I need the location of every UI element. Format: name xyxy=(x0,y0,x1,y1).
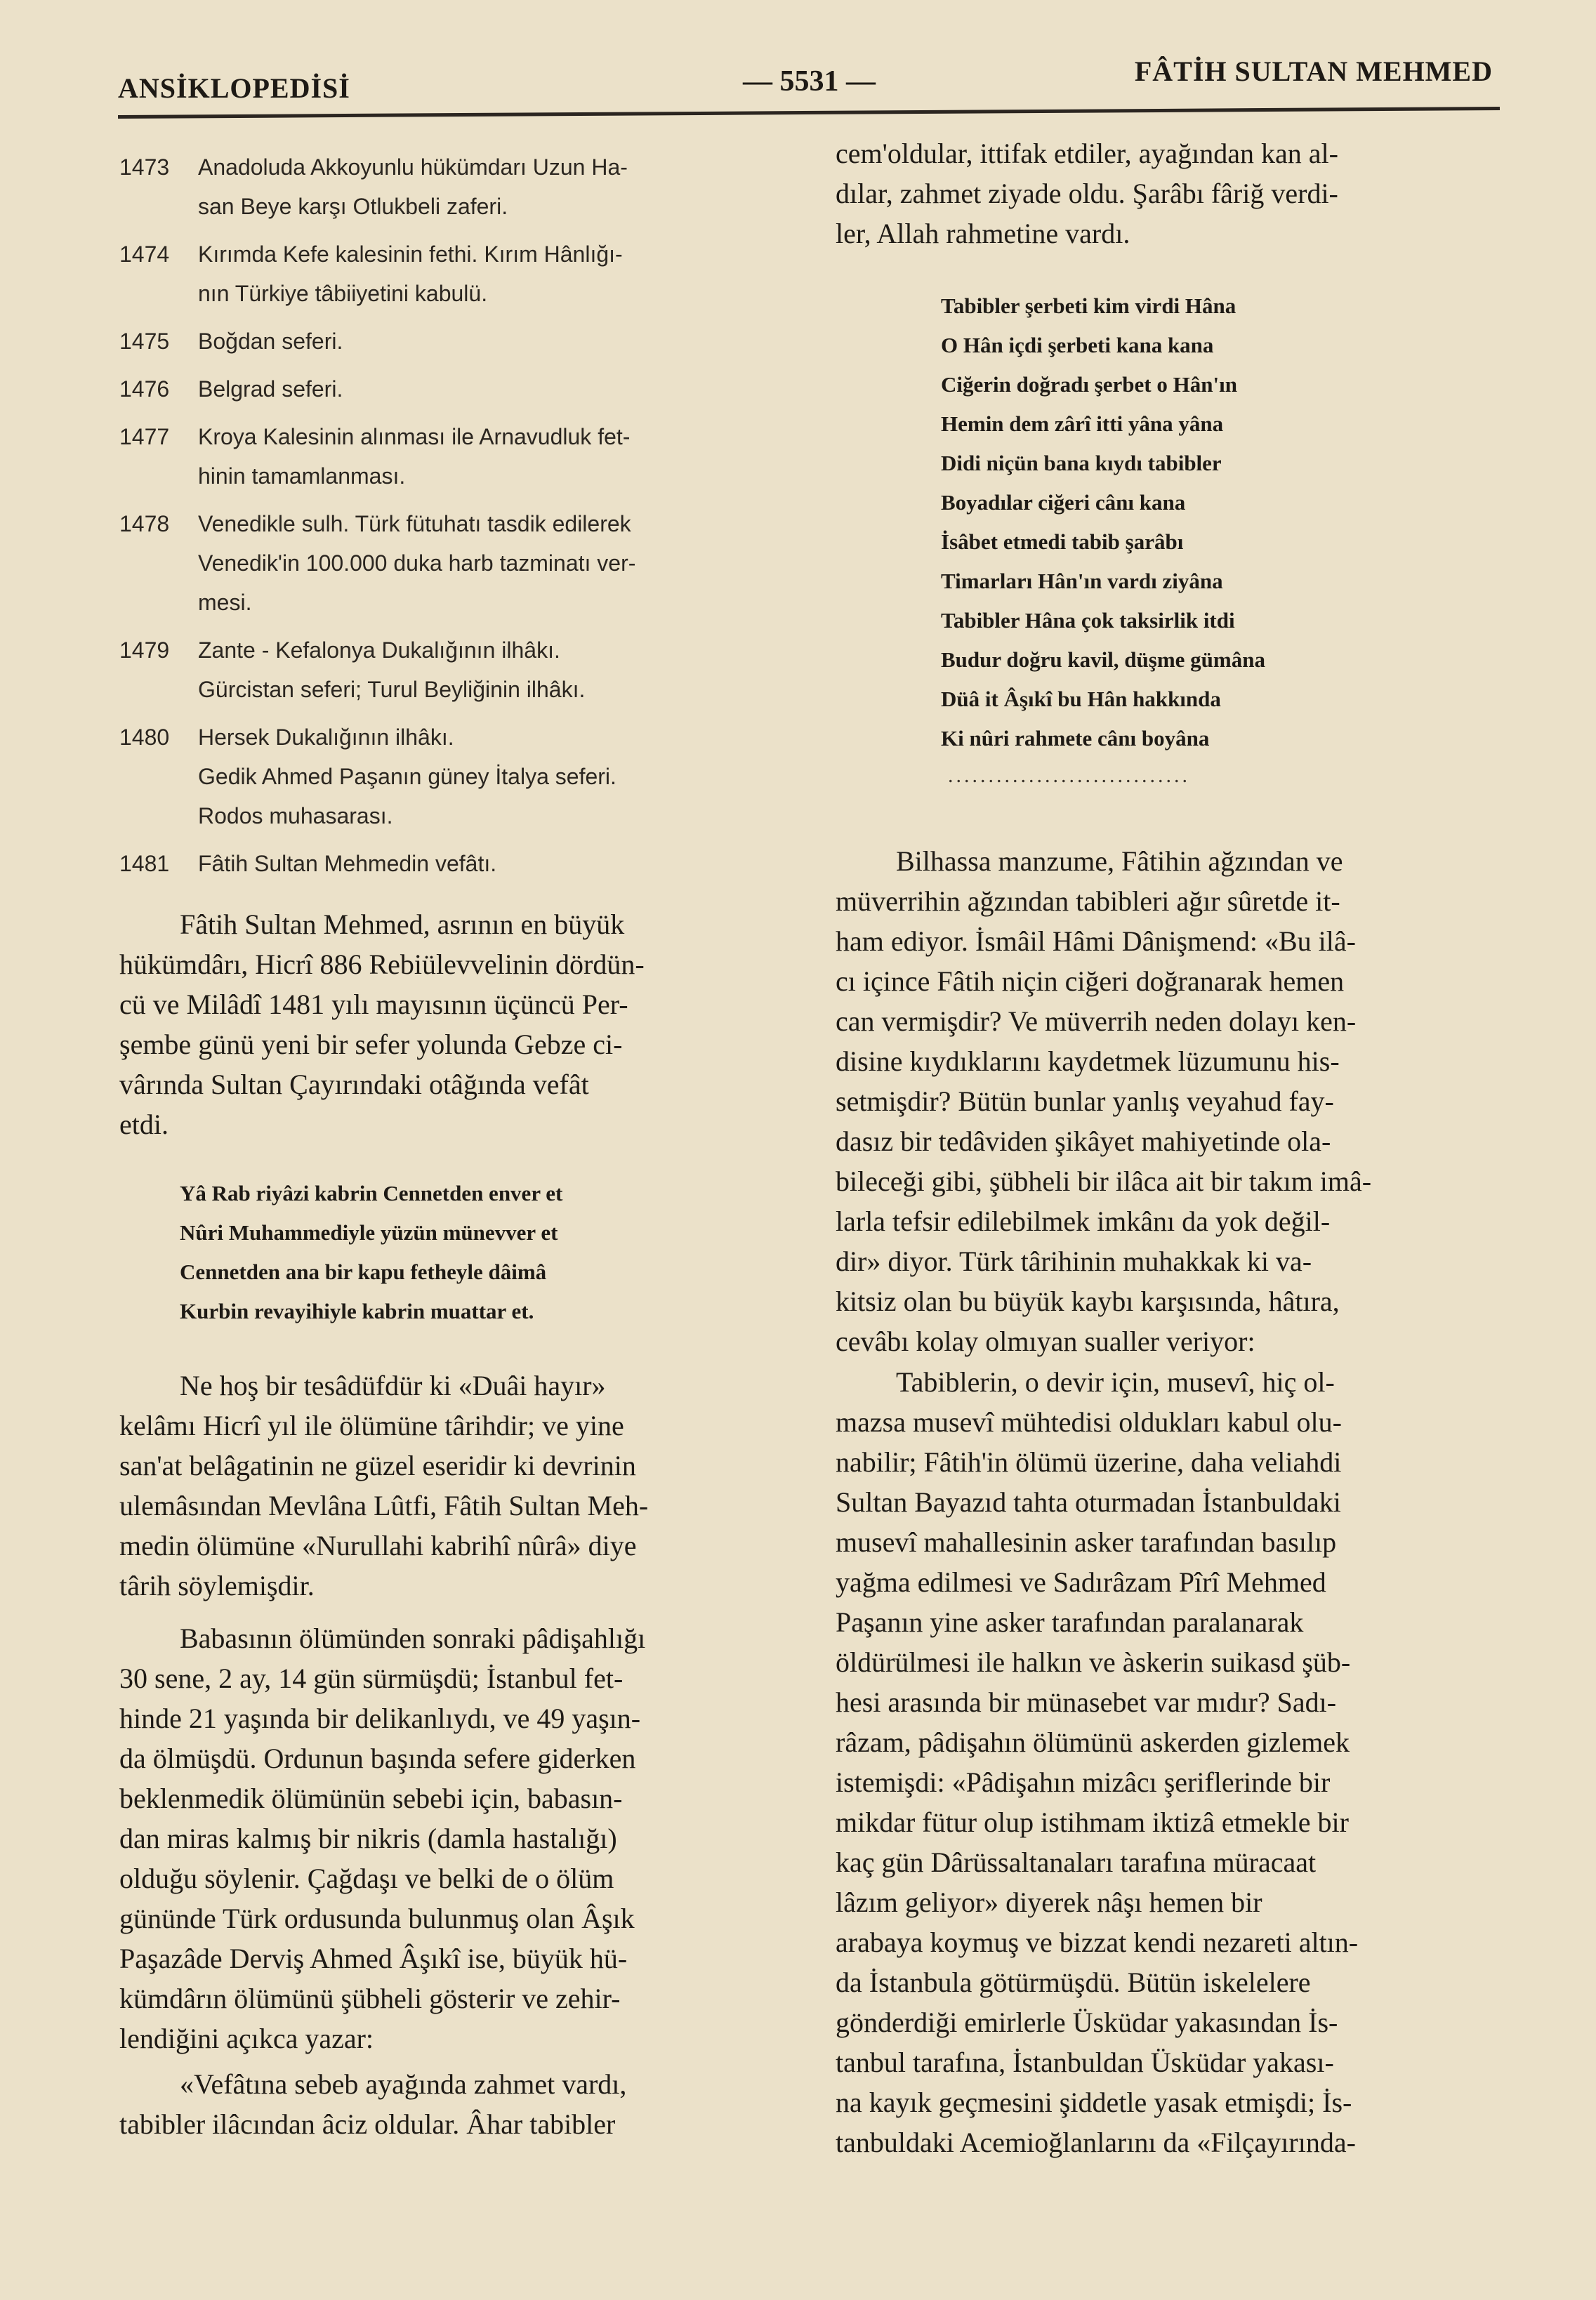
text-line: şembe günü yeni bir sefer yolunda Gebze ci- xyxy=(119,1029,623,1060)
text-line: kaç gün Dârüssaltanaları tarafına müracaat xyxy=(836,1846,1317,1878)
paragraph-chronogram xyxy=(119,1366,804,1606)
poem-line: O Hân içdi şerbeti kana kana xyxy=(941,333,1214,357)
text-line: râzam, pâdişahın ölümünü askerden gizlemek xyxy=(836,1726,1350,1758)
timeline-event-line: Kroya Kalesinin alınması ile Arnavudluk fet- xyxy=(198,424,631,449)
poem-line: Ciğerin doğradı şerbet o Hân'ın xyxy=(941,372,1237,397)
paragraph-text xyxy=(119,1366,804,1606)
text-line: gününde Türk ordusunda bulunmuş olan Âşık xyxy=(119,1903,635,1934)
timeline-entry xyxy=(119,718,807,835)
timeline-event-line: Gedik Ahmed Paşanın güney İtalya seferi. xyxy=(198,764,616,789)
timeline-event xyxy=(198,504,807,622)
timeline-event xyxy=(198,147,807,226)
timeline-event-line: Belgrad seferi. xyxy=(198,376,343,402)
text-line: Ne hoş bir tesâdüfdür ki «Duâi hayır» xyxy=(180,1370,606,1401)
text-line: hinde 21 yaşında bir delikanlıydı, ve 49 yaşın- xyxy=(119,1703,641,1734)
text-line: lâzım geliyor» diyerek nâşı hemen bir xyxy=(836,1886,1262,1918)
text-line: cem'oldular, ittifak etdiler, ayağından kan al- xyxy=(836,138,1338,169)
timeline-event-line: Rodos muhasarası. xyxy=(198,803,393,828)
timeline-entry xyxy=(119,417,807,496)
text-line: can vermişdir? Ve müverrih neden dolayı ken- xyxy=(836,1005,1357,1037)
paragraph-text xyxy=(836,133,1527,253)
paragraph-physicians xyxy=(836,1362,1527,2162)
text-line: ulemâsından Mevlâna Lûtfi, Fâtih Sultan Meh- xyxy=(119,1490,649,1521)
timeline-event xyxy=(198,234,807,313)
text-line: Babasının ölümünden sonraki pâdişahlığı xyxy=(180,1622,646,1654)
text-line: disine kıydıklarını kaydetmek lüzumunu his- xyxy=(836,1045,1340,1077)
poem-line: Nûri Muhammediyle yüzün münevver et xyxy=(180,1220,558,1245)
paragraph-text xyxy=(119,2064,804,2144)
poem-line: Hemin dem zârî itti yâna yâna xyxy=(941,411,1224,436)
text-line: «Vefâtına sebeb ayağında zahmet vardı, xyxy=(180,2068,627,2100)
timeline-event-line: Venedikle sulh. Türk fütuhatı tasdik edilerek xyxy=(198,511,631,536)
text-line: dasız bir tedâviden şikâyet mahiyetinde ola- xyxy=(836,1125,1331,1157)
poem-line: Yâ Rab riyâzi kabrin Cennetden enver et xyxy=(180,1181,563,1205)
elegy-poem xyxy=(180,1174,812,1331)
paragraph-text xyxy=(836,1362,1527,2162)
timeline-entry xyxy=(119,630,807,709)
text-line: musevî mahallesinin asker tarafından basılıp xyxy=(836,1526,1337,1558)
timeline-event xyxy=(198,369,807,409)
timeline-event-line: Fâtih Sultan Mehmedin vefâtı. xyxy=(198,851,497,876)
poem-line: Budur doğru kavil, düşme gümâna xyxy=(941,647,1265,672)
paragraph-death xyxy=(119,904,804,1144)
timeline-year: 1479 xyxy=(119,637,170,663)
timeline-event-line: nın Türkiye tâbiiyetini kabulü. xyxy=(198,281,488,306)
paragraph-quote-continued xyxy=(836,133,1527,253)
timeline-event-line: Hersek Dukalığının ilhâkı. xyxy=(198,725,454,750)
timeline-year: 1475 xyxy=(119,329,170,354)
text-line: ler, Allah rahmetine vardı. xyxy=(836,218,1130,249)
text-line: gönderdiği emirlerle Üsküdar yakasından İs- xyxy=(836,2007,1338,2038)
poem-line: Kurbin revayihiyle kabrin muattar et. xyxy=(180,1299,534,1323)
ashikpashazade-poem xyxy=(941,286,1517,758)
text-line: vârında Sultan Çayırındaki otâğında vefât xyxy=(119,1069,589,1100)
text-line: olduğu söylenir. Çağdaşı ve belki de o ölüm xyxy=(119,1863,614,1894)
poem-line: İsâbet etmedi tabib şarâbı xyxy=(941,529,1184,554)
text-line: kitsiz olan bu büyük kaybı karşısında, hâtıra, xyxy=(836,1286,1340,1317)
running-header xyxy=(118,45,1500,115)
timeline-entry xyxy=(119,147,807,226)
text-line: Paşanın yine asker tarafından paralanarak xyxy=(836,1606,1304,1638)
text-line: cü ve Milâdî 1481 yılı mayısının üçüncü Per- xyxy=(119,989,628,1020)
paragraph-text xyxy=(836,841,1527,1361)
text-line: Fâtih Sultan Mehmed, asrının en büyük xyxy=(180,908,625,940)
text-line: kümdârın ölümünü şübheli gösterir ve zehir- xyxy=(119,1983,621,2014)
poem-line: Didi niçün bana kıydı tabibler xyxy=(941,451,1222,475)
text-line: tanbul tarafına, İstanbuldan Üsküdar yakası- xyxy=(836,2047,1334,2078)
timeline-year: 1478 xyxy=(119,511,170,536)
timeline-event-line: mesi. xyxy=(198,590,252,615)
text-line: dir» diyor. Türk târihinin muhakkak ki va- xyxy=(836,1245,1312,1277)
timeline-event-line: Anadoluda Akkoyunlu hükümdarı Uzun Ha- xyxy=(198,154,628,180)
paragraph-text xyxy=(119,904,804,1144)
timeline-event xyxy=(198,322,807,361)
text-line: nabilir; Fâtih'in ölümü üzerine, daha veliahdi xyxy=(836,1446,1342,1478)
text-line: mikdar fütur olup istihmam iktizâ etmekle bir xyxy=(836,1806,1349,1838)
chronology-list xyxy=(119,147,807,892)
timeline-entry xyxy=(119,369,807,409)
timeline-event xyxy=(198,417,807,496)
timeline-event-line: Gürcistan seferi; Turul Beyliğinin ilhâkı. xyxy=(198,677,586,702)
text-line: dan miras kalmış bir nikris (damla hastalığı) xyxy=(119,1823,617,1854)
text-line: mazsa musevî mühtedisi oldukları kabul olu- xyxy=(836,1406,1342,1438)
text-line: istemişdi: «Pâdişahın mizâcı şeriflerinde bir xyxy=(836,1766,1331,1798)
text-line: medin ölümüne «Nurullahi kabrihî nûrâ» diye xyxy=(119,1530,637,1561)
paragraph-text xyxy=(119,1618,804,2058)
text-line: da ölmüşdü. Ordunun başında sefere giderken xyxy=(119,1743,636,1774)
timeline-year: 1477 xyxy=(119,424,170,449)
text-line: larla tefsir edilebilmek imkânı da yok değil- xyxy=(836,1205,1331,1237)
timeline-event xyxy=(198,630,807,709)
text-line: beklenmedik ölümünün sebebi için, babasın- xyxy=(119,1783,623,1814)
text-line: Bilhassa manzume, Fâtihin ağzından ve xyxy=(896,845,1343,877)
text-line: cevâbı kolay olmıyan sualler veriyor: xyxy=(836,1326,1255,1357)
poem-line: Cennetden ana bir kapu fetheyle dâimâ xyxy=(180,1260,547,1284)
text-line: Paşazâde Derviş Ahmed Âşıkî ise, büyük hü- xyxy=(119,1943,628,1974)
timeline-event-line: Kırımda Kefe kalesinin fethi. Kırım Hânlığı- xyxy=(198,242,623,267)
text-line: lendiğini açıkca yazar: xyxy=(119,2023,374,2054)
text-line: bileceği gibi, şübheli bir ilâca ait bir takım imâ- xyxy=(836,1165,1372,1197)
text-line: hükümdârı, Hicrî 886 Rebiülevvelinin dördün- xyxy=(119,949,645,980)
timeline-event-line: hinin tamamlanması. xyxy=(198,463,406,489)
timeline-year: 1476 xyxy=(119,376,170,402)
timeline-event-line: Zante - Kefalonya Dukalığının ilhâkı. xyxy=(198,637,560,663)
text-line: Tabiblerin, o devir için, musevî, hiç ol- xyxy=(896,1366,1335,1398)
poem-line: Ki nûri rahmete cânı boyâna xyxy=(941,726,1210,751)
poem-line: Timarları Hân'ın vardı ziyâna xyxy=(941,569,1223,593)
timeline-year: 1474 xyxy=(119,242,170,267)
text-line: etdi. xyxy=(119,1109,169,1140)
text-line: yağma edilmesi ve Sadırâzam Pîrî Mehmed xyxy=(836,1566,1326,1598)
page-number: — 5531 — xyxy=(743,65,876,98)
timeline-year: 1480 xyxy=(119,725,170,750)
paragraph-analysis xyxy=(836,841,1527,1361)
poem-line: Düâ it Âşıkî bu Hân hakkında xyxy=(941,687,1221,711)
text-line: müverrihin ağzından tabibleri ağır sûretde it- xyxy=(836,885,1340,917)
poem-line: Tabibler Hâna çok taksirlik itdi xyxy=(941,608,1235,633)
paragraph-quote xyxy=(119,2064,804,2144)
text-line: tabibler ilâcından âciz oldular. Âhar tabibler xyxy=(119,2108,616,2140)
text-line: setmişdir? Bütün bunlar yanlış veyahud fay- xyxy=(836,1085,1334,1117)
text-line: ham ediyor. İsmâil Hâmi Dânişmend: «Bu ilâ- xyxy=(836,925,1356,957)
timeline-event xyxy=(198,718,807,835)
timeline-event xyxy=(198,844,807,883)
poem-line: Tabibler şerbeti kim virdi Hâna xyxy=(941,293,1236,318)
text-line: na kayık geçmesini şiddetle yasak etmişdi; İs- xyxy=(836,2087,1352,2118)
poem-line: Boyadılar ciğeri cânı kana xyxy=(941,490,1186,515)
header-article-title: FÂTİH SULTAN MEHMED xyxy=(1134,55,1493,87)
timeline-event-line: san Beye karşı Otlukbeli zaferi. xyxy=(198,194,508,219)
timeline-entry xyxy=(119,504,807,622)
text-line: kelâmı Hicrî yıl ile ölümüne târihdir; ve yine xyxy=(119,1410,624,1441)
timeline-entry xyxy=(119,322,807,361)
ellipsis-separator: .............................. xyxy=(948,764,1190,787)
text-line: arabaya koymuş ve bizzat kendi nezareti altın- xyxy=(836,1926,1359,1958)
timeline-year: 1481 xyxy=(119,851,170,876)
header-publication-title: ANSİKLOPEDİSİ xyxy=(118,72,350,104)
text-line: Sultan Bayazıd tahta oturmadan İstanbuldaki xyxy=(836,1486,1341,1518)
text-line: cı içince Fâtih niçin ciğeri doğranarak hemen xyxy=(836,965,1345,997)
text-line: san'at belâgatinin ne güzel eseridir ki devrinin xyxy=(119,1450,636,1481)
paragraph-reign xyxy=(119,1618,804,2058)
timeline-entry xyxy=(119,844,807,883)
text-line: dılar, zahmet ziyade oldu. Şarâbı fâriğ verdi- xyxy=(836,178,1338,209)
text-line: öldürülmesi ile halkın ve àskerin suikasd şüb- xyxy=(836,1646,1351,1678)
timeline-year: 1473 xyxy=(119,154,170,180)
text-line: târih söylemişdir. xyxy=(119,1570,315,1601)
text-line: da İstanbula götürmüşdü. Bütün iskelelere xyxy=(836,1967,1311,1998)
timeline-event-line: Boğdan seferi. xyxy=(198,329,343,354)
text-line: 30 sene, 2 ay, 14 gün sürmüşdü; İstanbul fet- xyxy=(119,1663,624,1694)
timeline-event-line: Venedik'in 100.000 duka harb tazminatı ver- xyxy=(198,550,636,576)
text-line: tanbuldaki Acemioğlanlarını da «Filçayırında- xyxy=(836,2127,1356,2158)
text-line: hesi arasında bir münasebet var mıdır? Sadı- xyxy=(836,1686,1337,1718)
timeline-entry xyxy=(119,234,807,313)
